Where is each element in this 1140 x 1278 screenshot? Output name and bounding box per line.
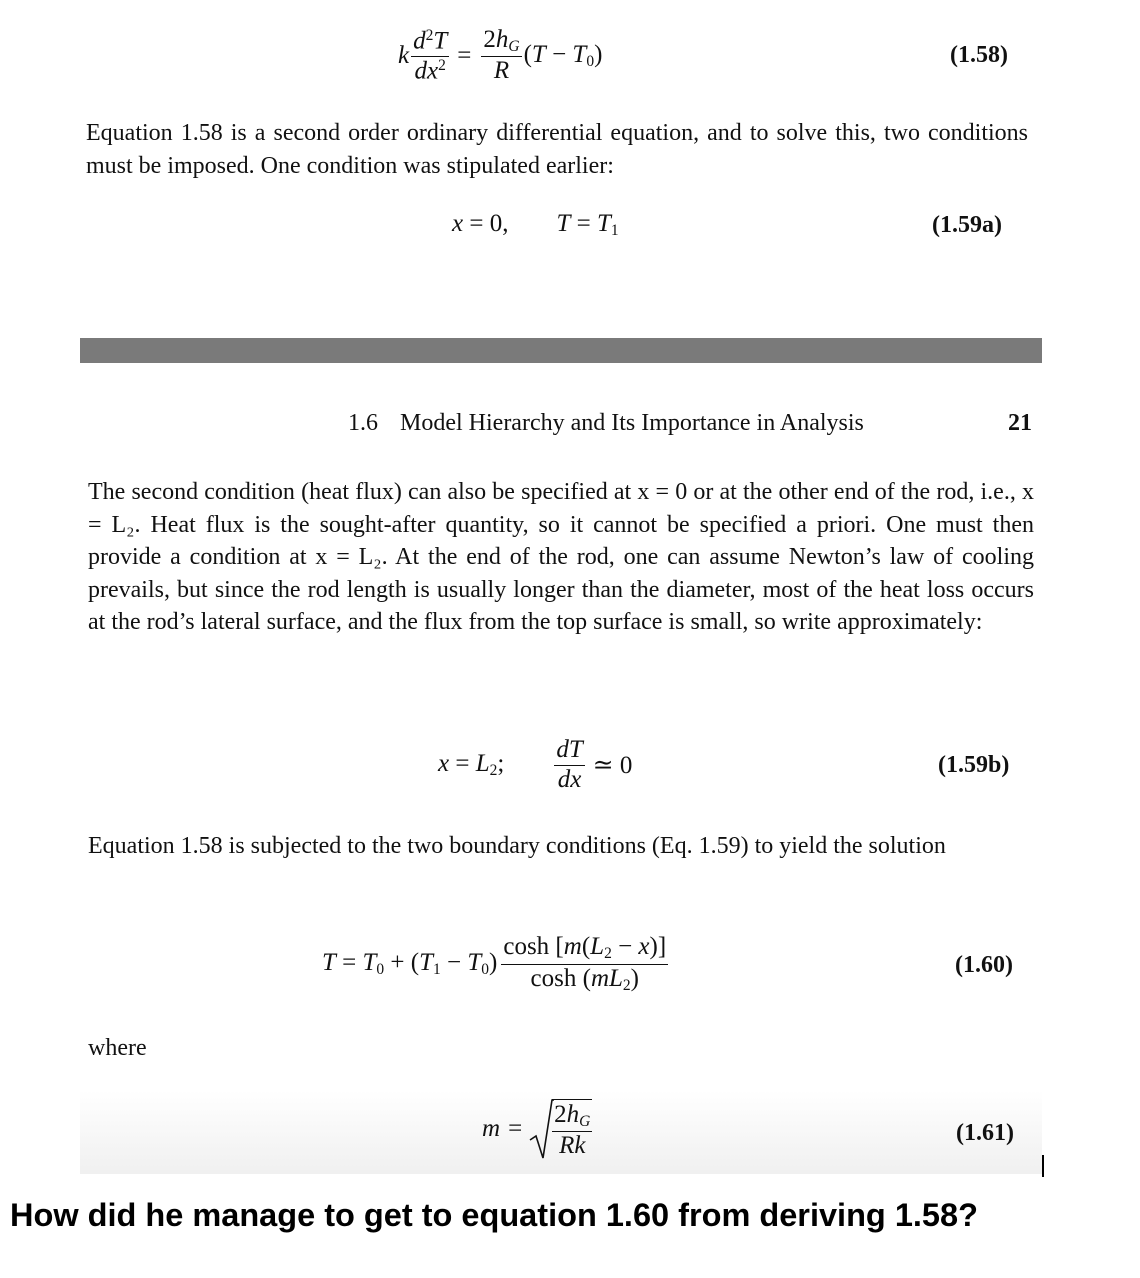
square-root-sign [528,1096,554,1162]
paragraph-boundary-condition: The second condition (heat flux) can also be specified at x = 0 or at the other end of the rod, i.e., x = L₂. Heat flux is the sought-after quantity, so it cannot be specified a priori. One must then provide a condition at x = L₂. At the end of the rod, one can assume Newton’s law of cooling prevails, but since the rod length is usually longer than the diameter, most of the heat loss occurs at the rod’s lateral surface, and the flux from the top surface is small, so write approximately: [88,479,1034,635]
where-label: where [88,1035,147,1061]
text-cursor [1042,1155,1044,1177]
equation-number-1-59a: (1.59a) [932,212,1002,238]
paragraph-intro: Equation 1.58 is a second order ordinary differential equation, and to solve this, two conditions must be imposed. One condition was stipulated earlier: [86,120,1028,179]
header-section: 1.6 [348,410,378,436]
equation-1-58: k $\frac{d^2T}{dx^2}$ = $\frac{2h_G}{R}$ $(T - T_0)$ [398,26,603,85]
equation-number-1-59b: (1.59b) [938,752,1010,778]
question-text: How did he manage to get to equation 1.60 from deriving 1.58? [10,1197,978,1233]
equation-1-59a: x = 0, $T = T_1$ [452,210,619,239]
equation-number-1-58: (1.58) [950,42,1008,68]
running-header [348,410,864,437]
equation-1-59b: $x = L_2$; $\frac{dT}{dx}$ ≃ 0 [438,736,633,793]
paragraph-solution-intro: Equation 1.58 is subjected to the two boundary conditions (Eq. 1.59) to yield the solution [88,833,946,859]
page-divider-bar [80,338,1042,363]
equation-number-1-60: (1.60) [955,952,1013,978]
page-number: 21 [1008,410,1032,436]
equation-1-61: m = $\frac{2h_G}{Rk}$ [482,1094,592,1164]
header-title: Model Hierarchy and Its Importance in Analysis [400,410,864,436]
equation-number-1-61: (1.61) [956,1120,1014,1146]
equation-1-60: $T = T_0 + (T_1 - T_0)$ $\frac{\cosh [m(L_2 - x)]}{\cosh (mL_2)}$ [322,933,667,994]
